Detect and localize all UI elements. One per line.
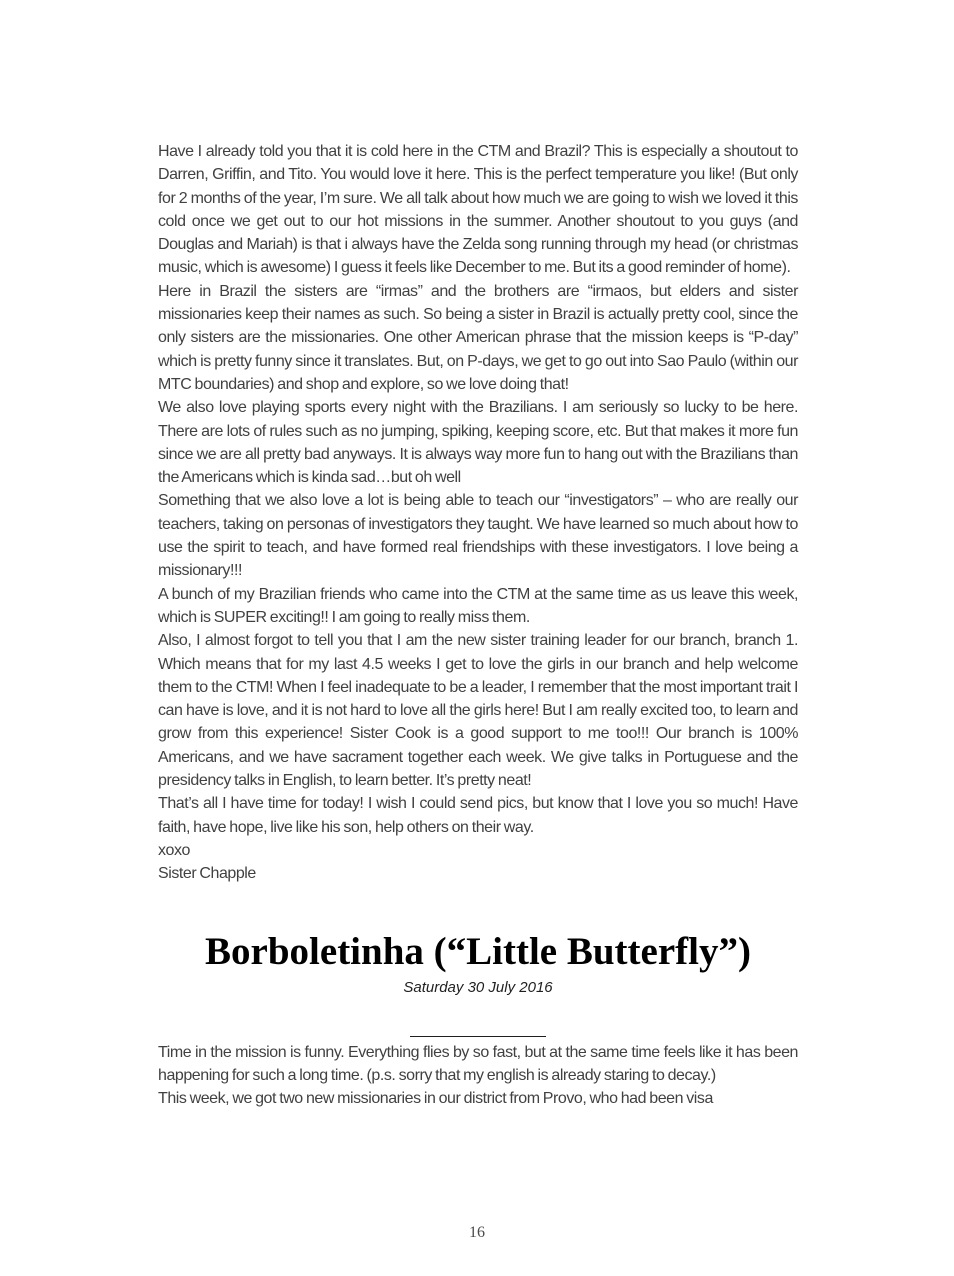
section-paragraph-1: Time in the mission is funny. Everything flies by so fast, but at the same time feels like it has been happening for such a long time. (p.s. sorry that my english is already staring to decay.) bbox=[158, 1043, 798, 1085]
letter-paragraph-1: Have I already told you that it is cold here in the CTM and Brazil? This is especially a shoutout to Darren, Griffin, and Tito. You would love it here. This is the perfect temperature you like! (But only for 2 months of the year, I’m sure. We all talk about how much we are going to wish we loved it this cold once we get out to our hot missions in the summer. Another shoutout to you guys (and Douglas and Mariah) is that i always have the Zelda song running through my head (or christmas music, which is awesome) I guess it feels like December to me. But its a good reminder of home). bbox=[158, 143, 798, 277]
section-divider bbox=[410, 1036, 546, 1037]
letter-paragraph-5: A bunch of my Brazilian friends who came into the CTM at the same time as us leave this week, which is SUPER exciting!! I am going to really miss them. bbox=[158, 585, 798, 626]
letter-paragraph-2: Here in Brazil the sisters are “irmas” and the brothers are “irmaos, but elders and sister missionaries keep their names as such. So being a sister in Brazil is actually pretty cool, since the only sisters are the missionaries. One other American phrase that the mission keeps is “P-day” which is pretty funny since it translates. But, on P-days, we get to go out into Sao Paulo (within our MTC boundaries) and shop and explore, so we love doing that! bbox=[158, 282, 798, 393]
section-date: Saturday 30 July 2016 bbox=[403, 979, 553, 997]
letter-paragraph-7: That’s all I have time for today! I wish I could send pics, but know that I love you so much! Have faith, have hope, live like his son, help others on their way. bbox=[158, 795, 798, 836]
letter-paragraph-3: We also love playing sports every night with the Brazilians. I am seriously so lucky to be here. There are lots of rules such as no jumping, spiking, keeping score, etc. But that makes it more fun since we are all pretty bad anyways. It is always way more fun to hang out with the Brazilians than the Americans which is kinda sad…but oh well bbox=[158, 399, 798, 487]
letter-paragraph-4: Something that we also love a lot is being able to teach our “investigators” – who are really our teachers, taking on personas of investigators they taught. We have learned so much about how to use the spirit to teach, and have formed real friendships with these investigators. I love being a missionary!!! bbox=[158, 492, 798, 580]
letter-signature: Sister Chapple bbox=[158, 865, 256, 883]
letter-paragraph-6: Also, I almost forgot to tell you that I am the new sister training leader for our branch, branch 1. Which means that for my last 4.5 weeks I get to love the girls in our branch and help welcome them to the CTM! When I feel inadequate to be a leader, I remember that the most important trait I can have is love, and it is not hard to love all the girls here! But I am really excited too, to learn and grow from this experience! Sister Cook is a good support to me too!!! Our branch is 100% Americans, and we have sacrament together each week. We give talks in Portuguese and the presidency talks in English, to learn better. It’s pretty neat! bbox=[158, 632, 798, 790]
section-title: Borboletinha (“Little Butterfly”) bbox=[205, 929, 751, 973]
page-content bbox=[158, 140, 798, 1111]
letter-signoff: xoxo bbox=[158, 841, 190, 859]
section-paragraph-2: This week, we got two new missionaries in our district from Provo, who had been visa bbox=[158, 1090, 713, 1108]
page-number: 16 bbox=[469, 1224, 485, 1241]
